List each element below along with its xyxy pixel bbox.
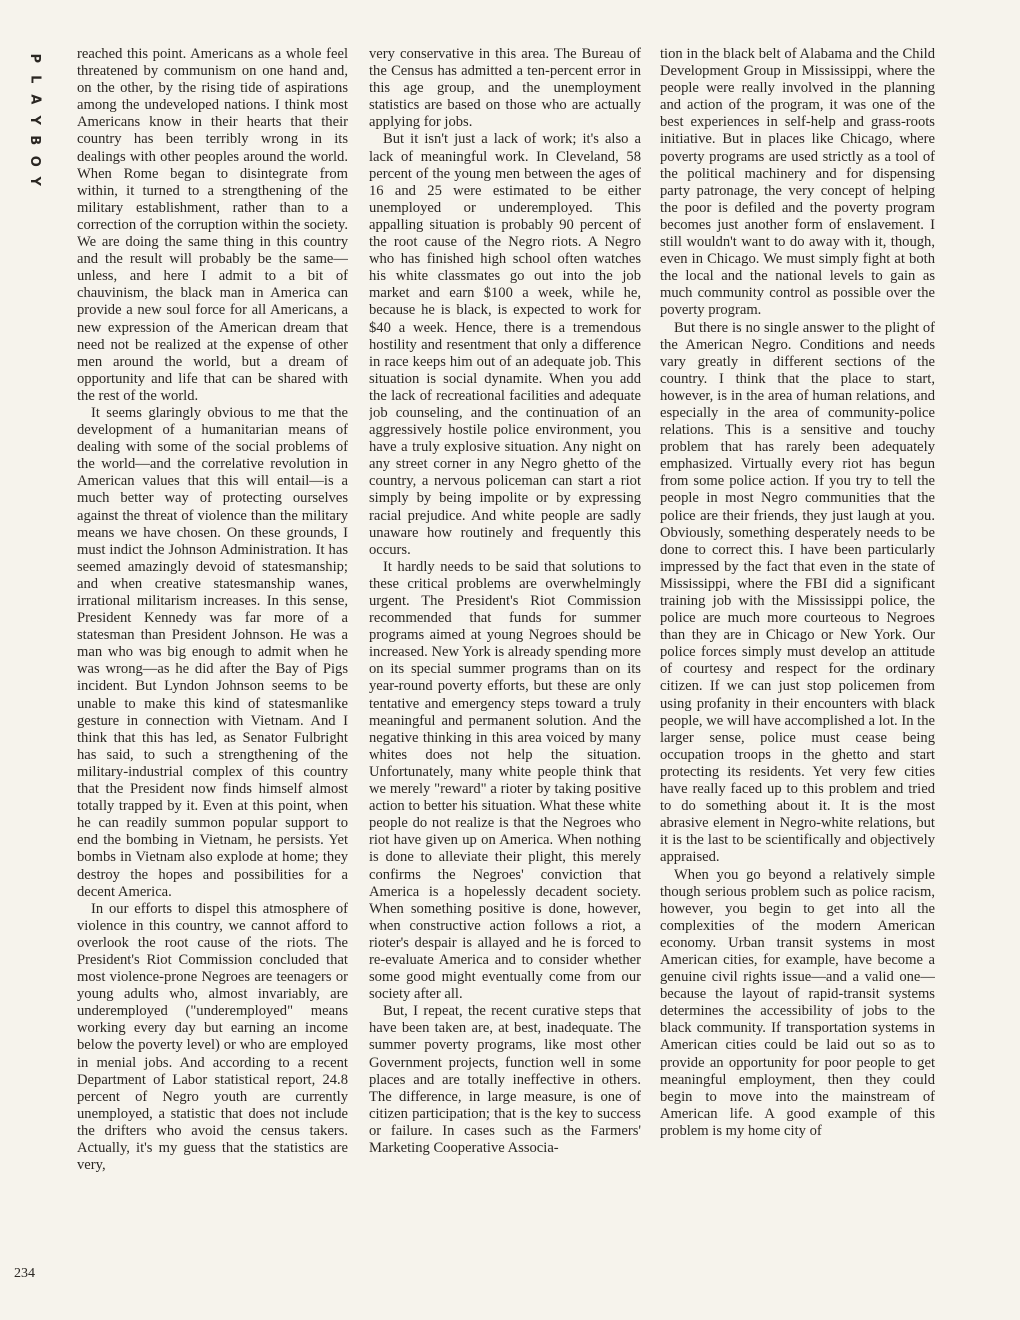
masthead-letter: B (27, 135, 43, 146)
masthead-letter: A (27, 94, 43, 105)
paragraph: But it isn't just a lack of work; it's also a lack of meaningful work. In Cleveland, 58 percent of the young men between the ages of 16 and 25 were estimated to be either unemployed or underemployed. This appalling situation is probably 90 percent of the root cause of the Negro riots. A Negro who has finished high school often watches his white classmates go out into the job market and earn $100 a week, while he, because he is black, is expected to work for $40 a week. Hence, there is a tremendous hostility and resentment that only a difference in race keeps him out of an adequate job. This situation is social dynamite. When you add the lack of recreational facilities and adequate job counseling, and the continuation of an aggressively hostile police environment, you have a truly explosive situation. Any night on any street corner in any Negro ghetto of the country, a nervous policeman can start a riot simply by being impolite or by expressing racial prejudice. And white people are sadly unaware how routinely and frequently this occurs. (369, 131, 641, 558)
masthead-letter: L (27, 74, 43, 83)
paragraph: reached this point. Americans as a whole feel threatened by communism on one hand and, on the other, by the rising tide of aspirations among the undeveloped nations. I think most Americans know in their hearts that their country has been terribly wrong in its dealings with other peoples around the world. When Rome began to disintegrate from within, it turned to a strengthening of the military establishment, rather than to a correction of the corruption within the society. We are doing the same thing in this country and the result will probably be the same—unless, and here I admit to a bit of chauvinism, the black man in America can provide a new soul force for all Americans, a new expression of the American dream that need not be realized at the expense of other men around the world, but a dream of opportunity and life that can be shared with the rest of the world. (77, 46, 348, 404)
page-number: 234 (14, 1266, 35, 1281)
text-column-2 (369, 46, 641, 1286)
masthead-letter: Y (27, 115, 43, 125)
text-column-1 (77, 46, 348, 1286)
paragraph: In our efforts to dispel this atmosphere of violence in this country, we cannot afford to overlook the root cause of the riots. The President's Riot Commission concluded that most violence-prone Negroes are teenagers or young adults who, almost invariably, are underemployed ("underemployed" means working every day but earning an income below the poverty level) or who are employed in menial jobs. And according to a recent Department of Labor statistical report, 24.8 percent of Negro youth are currently unemployed, a statistic that does not include the drifters who avoid the census takers. Actually, it's my guess that the statistics are very, (77, 900, 348, 1174)
paragraph: But, I repeat, the recent curative steps that have been taken are, at best, inadequate. The summer poverty programs, like most other Government projects, function well in some places and are totally ineffective in others. The difference, in large measure, is one of citizen participation; that is the key to success or failure. In cases such as the Farmers' Marketing Cooperative Associa- (369, 1003, 641, 1156)
magazine-masthead (24, 48, 44, 192)
paragraph: It seems glaringly obvious to me that the development of a humanitarian means of dealing with some of the social problems of the world—and the correlative revolution in American values that this will entail—is a much better way of protecting ourselves against the threat of violence than the military means we have chosen. On these grounds, I must indict the Johnson Administration. It has seemed amazingly devoid of statesmanship; and when creative statesmanship wanes, irrational militarism increases. In this sense, President Kennedy was far more of a statesman than President Johnson. He was a man who was big enough to admit when he was wrong—as he did after the Bay of Pigs incident. But Lyndon Johnson seems to be unable to make this kind of statesmanlike gesture in connection with Vietnam. And I think that this has led, as Senator Fulbright has said, to such a strengthening of the military-industrial complex of this country that the President now finds himself almost totally trapped by it. Even at this point, when he can readily summon popular support to end the bombing in Vietnam, he persists. Yet bombs in Vietnam also explode at home; they destroy the hopes and possibilities for a decent America. (77, 404, 348, 900)
masthead-letter: O (27, 155, 43, 167)
paragraph: tion in the black belt of Alabama and the Child Development Group in Mississippi, where the people were really involved in the planning and action of the program, it was one of the best experiences in self-help and grass-roots initiative. But in places like Chicago, where poverty programs are used strictly as a tool of the political machinery and for dispensing party patronage, the very concept of helping the poor is defiled and the poverty program becomes just another form of enslavement. I still wouldn't want to do away with it, though, even in Chicago. We must simply fight at both the local and the national levels to gain as much community control as possible over the poverty program. (660, 46, 935, 319)
paragraph: very conservative in this area. The Bureau of the Census has admitted a ten-percent error in this age group, and the unemployment statistics are based on those who are actually applying for jobs. (369, 46, 641, 131)
paragraph: When you go beyond a relatively simple though serious problem such as police racism, however, you begin to get into all the complexities of the modern American economy. Urban transit systems in most American cities, for example, have become a genuine civil rights issue—and a valid one—because the layout of rapid-transit systems determines the accessibility of jobs to the black community. If transportation systems in American cities could be laid out so as to provide an opportunity for poor people to get meaningful employment, then they could begin to move into the mainstream of American life. A good example of this problem is my home city of (660, 866, 935, 1139)
paragraph: It hardly needs to be said that solutions to these critical problems are overwhelmingly urgent. The President's Riot Commission recommended that funds for summer programs aimed at young Negroes should be increased. New York is already spending more on its special summer programs than on its year-round poverty efforts, but these are only tentative and emergency steps toward a truly meaningful and permanent solution. And the negative thinking in this area voiced by many whites does not help the situation. Unfortunately, many white people think that we merely "reward" a rioter by taking positive action to better his situation. What these white people do not realize is that the Negroes who riot have given up on America. When nothing is done to alleviate their plight, this merely confirms the Negroes' conviction that America is a hopelessly decadent society. When something positive is done, however, when constructive action follows a riot, a rioter's despair is allayed and he is forced to re-evaluate America and to consider whether some good might eventually come from our society after all. (369, 558, 641, 1003)
text-column-3 (660, 46, 935, 1286)
masthead-letter: P (27, 53, 43, 64)
paragraph: But there is no single answer to the plight of the American Negro. Conditions and needs vary greatly in different sections of the country. I think that the place to start, however, is in the area of human relations, and especially in the area of community-police relations. This is a sensitive and touchy problem that has rarely been adequately emphasized. Virtually every riot has begun from some police action. If you try to tell the people in most Negro communities that the police are their friends, they just laugh at you. Obviously, something desperately needs to be done to correct this. I have been particularly impressed by the fact that even in the state of Mississippi, where the FBI did a significant training job with the Mississippi police, the police are much more courteous to Negroes than they are in Chicago or New York. Our police forces simply must develop an attitude of courtesy and respect for the ordinary citizen. If we can just stop policemen from using profanity in their encounters with black people, we will have accomplished a lot. In the larger sense, police must cease being occupation troops in the ghetto and start protecting its residents. Yet very few cities have really faced up to this problem and tried to do something about it. It is the most abrasive element in Negro-white relations, but it is the last to be scientifically and objectively appraised. (660, 319, 935, 866)
masthead-letter: Y (27, 176, 43, 186)
